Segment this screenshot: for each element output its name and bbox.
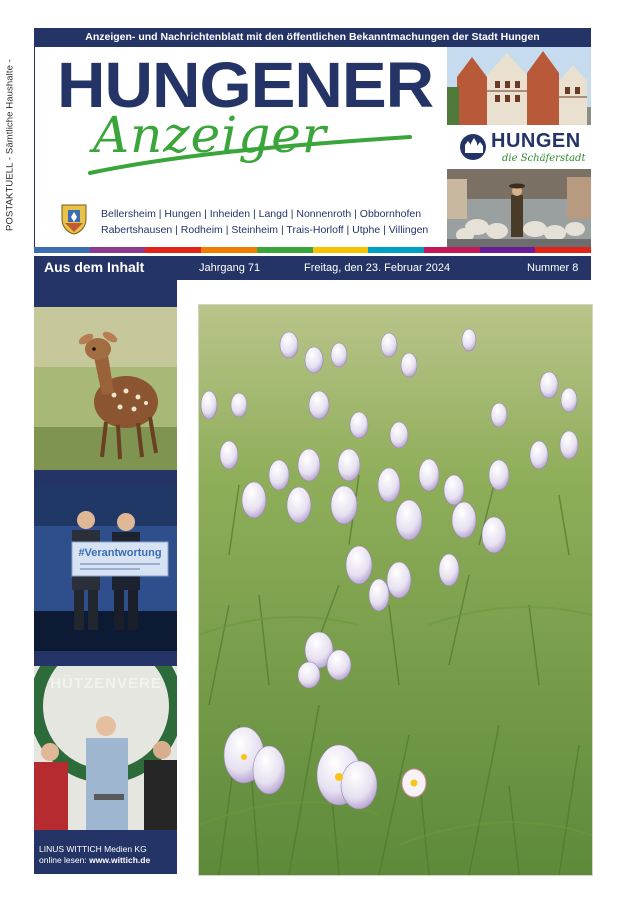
volume: Jahrgang 71 [199,262,261,274]
publisher-info [39,844,150,866]
postal-notice-text: POSTAKTUELL - Sämtliche Haushalte - [4,59,16,231]
postal-notice [2,40,18,250]
issue-info-bar [34,256,591,280]
publisher-url[interactable]: www.wittich.de [89,855,151,865]
publisher-online [39,855,150,866]
color-strip [34,247,591,253]
contents-heading: Aus dem Inhalt [44,259,145,275]
village-list [101,206,428,238]
issue-number: Nummer 8 [527,262,579,274]
publisher-name: LINUS WITTICH Medien KG [39,844,147,854]
town-logo-name: HUNGEN [491,130,581,152]
contents-column [34,304,177,874]
fawn-photo[interactable] [34,307,177,470]
crocus-illustration [199,305,592,875]
contents-tab [34,280,177,304]
masthead [34,47,447,247]
schuetzenverein-photo[interactable] [34,666,177,830]
masthead-title: HUNGENER [57,49,434,121]
village-list-line2: Rabertshausen | Rodheim | Steinheim | Trais-Horloff | Utphe | Villingen [101,224,429,236]
hungen-emblem-icon [459,133,487,161]
issue-date: Freitag, den 23. Februar 2024 [304,262,451,274]
coat-of-arms-icon [61,203,87,235]
club-sign-text: HÜTZENVERE [50,675,162,692]
verantwortung-sign-text: #Verantwortung [78,547,162,559]
crocus-cover-photo[interactable] [198,304,593,876]
town-logo-tagline: die Schäferstadt [502,153,586,164]
masthead-script-title: Anzeiger [93,106,327,164]
verantwortung-photo[interactable] [34,486,177,651]
top-banner: Anzeigen- und Nachrichtenblatt mit den öffentlichen Bekanntmachungen der Stadt Hungen [34,28,591,47]
shepherd-photo [447,169,591,247]
town-logo [447,128,591,170]
masthead-photos [447,47,591,247]
village-list-line1: Bellersheim | Hungen | Inheiden | Langd | Nonnenroth | Obbornhofen [101,208,422,220]
online-prefix: online lesen: [39,855,90,865]
town-hall-photo [447,47,591,125]
